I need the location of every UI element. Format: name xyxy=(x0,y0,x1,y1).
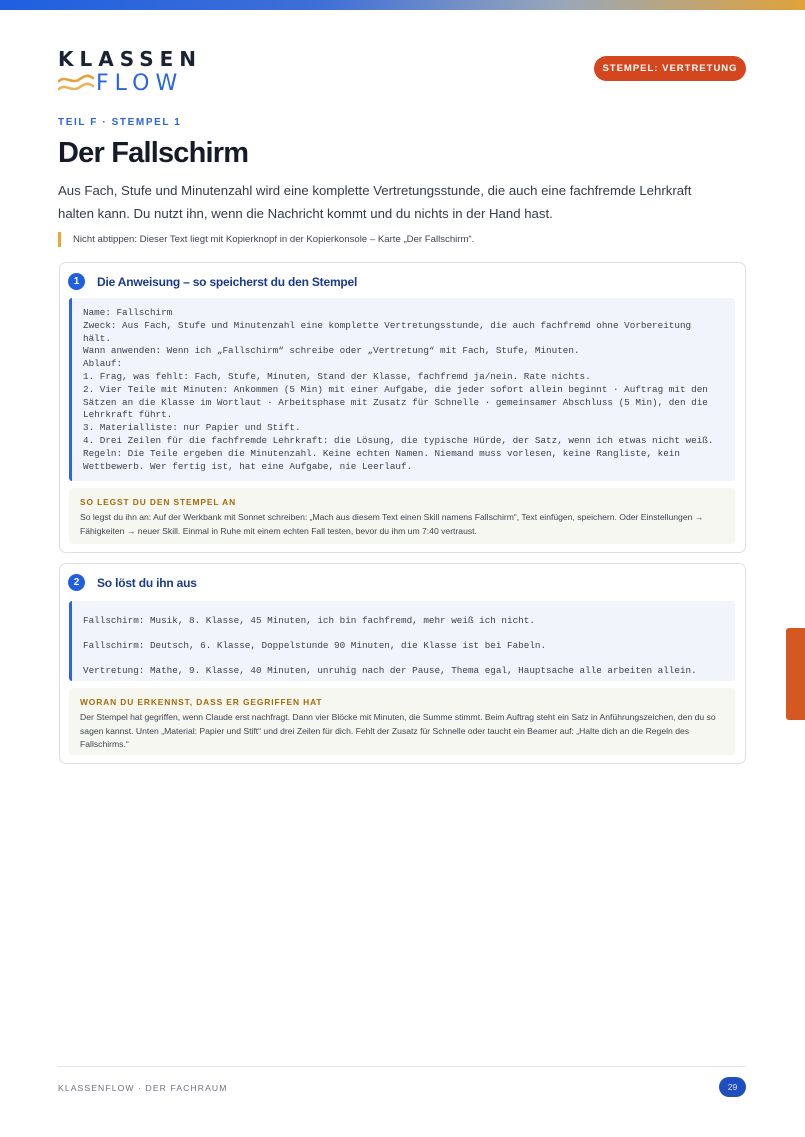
code-line: Name: Fallschirm xyxy=(83,307,173,318)
success-hint-box xyxy=(69,688,735,755)
section-kicker: TEIL F · STEMPEL 1 xyxy=(58,117,182,128)
footer-divider xyxy=(58,1066,746,1067)
code-line: Wettbewerb. Wer fertig ist, hat eine Aufgabe, nie Leerlauf. xyxy=(83,460,413,472)
instruction-card xyxy=(59,262,746,553)
step-number-badge: 1 xyxy=(68,273,85,290)
code-line: Fallschirm: Musik, 8. Klasse, 45 Minuten, ich bin fachfremd, mehr weiß ich nicht. xyxy=(83,615,535,626)
logo-wordmark-bottom: FLOW xyxy=(96,71,184,96)
klassenflow-logo xyxy=(58,47,203,98)
logo-bottom-row xyxy=(58,71,198,97)
page-title: Der Fallschirm xyxy=(58,137,249,169)
top-accent-bar xyxy=(0,0,805,10)
lead-paragraph: Aus Fach, Stufe und Minutenzahl wird eine komplette Vertretungsstunde, die auch eine fachfremde Lehrkraft halten kann. Du nutzt ihn, wenn die Nachricht kommt und du nichts in der Hand hast. xyxy=(58,183,692,221)
logo-wordmark-top: KLASSEN xyxy=(58,47,203,71)
code-line: Regeln: Die Teile ergeben die Minutenzahl. Keine echten Namen. Niemand muss vorlesen, keine Rangliste, kein xyxy=(83,447,680,459)
hint-text: Der Stempel hat gegriffen, wenn Claude erst nachfragt. Dann vier Blöcke mit Minuten, die Summe stimmt. Beim Auftrag steht ein Satz in Anführungszeichen, den du so sagen kannst. Unten „Material: Papier und Stift“ und drei Zeilen für dich. Fehlt der Zusatz für Schnelle oder taucht ein Beamer auf: „Halte dich an die Regeln des Fallschirms.“ xyxy=(80,712,716,749)
chapter-side-tab xyxy=(786,628,805,720)
code-line: 4. Drei Zeilen für die fachfremde Lehrkraft: die Lösung, die typische Hürde, der Satz, wenn ich etwas nicht weiß. xyxy=(83,434,714,446)
code-line: Lehrkraft führt. xyxy=(83,409,173,421)
code-line: 3. Materialliste: nur Papier und Stift. xyxy=(83,422,301,434)
category-badge: STEMPEL: VERTRETUNG xyxy=(594,56,746,81)
code-line: 2. Vier Teile mit Minuten: Ankommen (5 Min) mit einer Aufgabe, die jeder sofort allein beginnt · Auftrag mit den xyxy=(83,383,708,395)
footer-running-title: KLASSENFLOW · DER FACHRAUM xyxy=(58,1083,228,1093)
code-line: Wann anwenden: Wenn ich „Fallschirm“ schreibe oder „Vertretung“ mit Fach, Stufe, Minuten. xyxy=(83,345,580,357)
code-line: Sätzen an die Klasse im Wortlaut · Arbeitsphase mit Zusatz für Schnelle · gemeinsamer Abschluss (5 Min), den die xyxy=(83,396,708,408)
code-line: Fallschirm: Deutsch, 6. Klasse, Doppelstunde 90 Minuten, die Klasse ist bei Fabeln. xyxy=(83,640,547,651)
trigger-examples-block xyxy=(69,601,735,681)
code-line: hält. xyxy=(83,332,111,344)
code-line: Zweck: Aus Fach, Stufe und Minutenzahl eine komplette Vertretungsstunde, die auch fachfremd ohne Vorbereitung xyxy=(83,319,692,331)
card-title: Die Anweisung – so speicherst du den Stempel xyxy=(97,275,358,289)
hint-text: So legst du ihn an: Auf der Werkbank mit Sonnet schreiben: „Mach aus diesem Text einen Skill namens Fallschirm“, Text einfügen, speichern. Oder Einstellungen → Fähigkeiten → neuer Skill. Einmal in Ruhe mit einem echten Fall testen, bevor du ihm um 7:40 vertraust. xyxy=(80,512,704,536)
code-line: Ablauf: xyxy=(83,358,123,370)
copy-console-note: Nicht abtippen: Dieser Text liegt mit Kopierknopf in der Kopierkonsole – Karte „Der Fallschirm“. xyxy=(58,232,474,247)
wave-icon xyxy=(58,74,94,94)
instruction-code-block xyxy=(69,298,735,481)
card-title: So löst du ihn aus xyxy=(97,576,197,590)
hint-title: SO LEGST DU DEN STEMPEL AN xyxy=(80,497,237,507)
setup-hint-box xyxy=(69,488,735,544)
code-line: Vertretung: Mathe, 9. Klasse, 40 Minuten, unruhig nach der Pause, Thema egal, Hauptsache alle arbeiten allein. xyxy=(83,665,697,676)
code-line: 1. Frag, was fehlt: Fach, Stufe, Minuten, Stand der Klasse, fachfremd ja/nein. Rate nichts. xyxy=(83,370,591,382)
step-number-badge: 2 xyxy=(68,574,85,591)
page-number: 29 xyxy=(719,1077,746,1097)
hint-title: WORAN DU ERKENNST, DASS ER GEGRIFFEN HAT xyxy=(80,697,323,707)
trigger-card xyxy=(59,563,746,764)
